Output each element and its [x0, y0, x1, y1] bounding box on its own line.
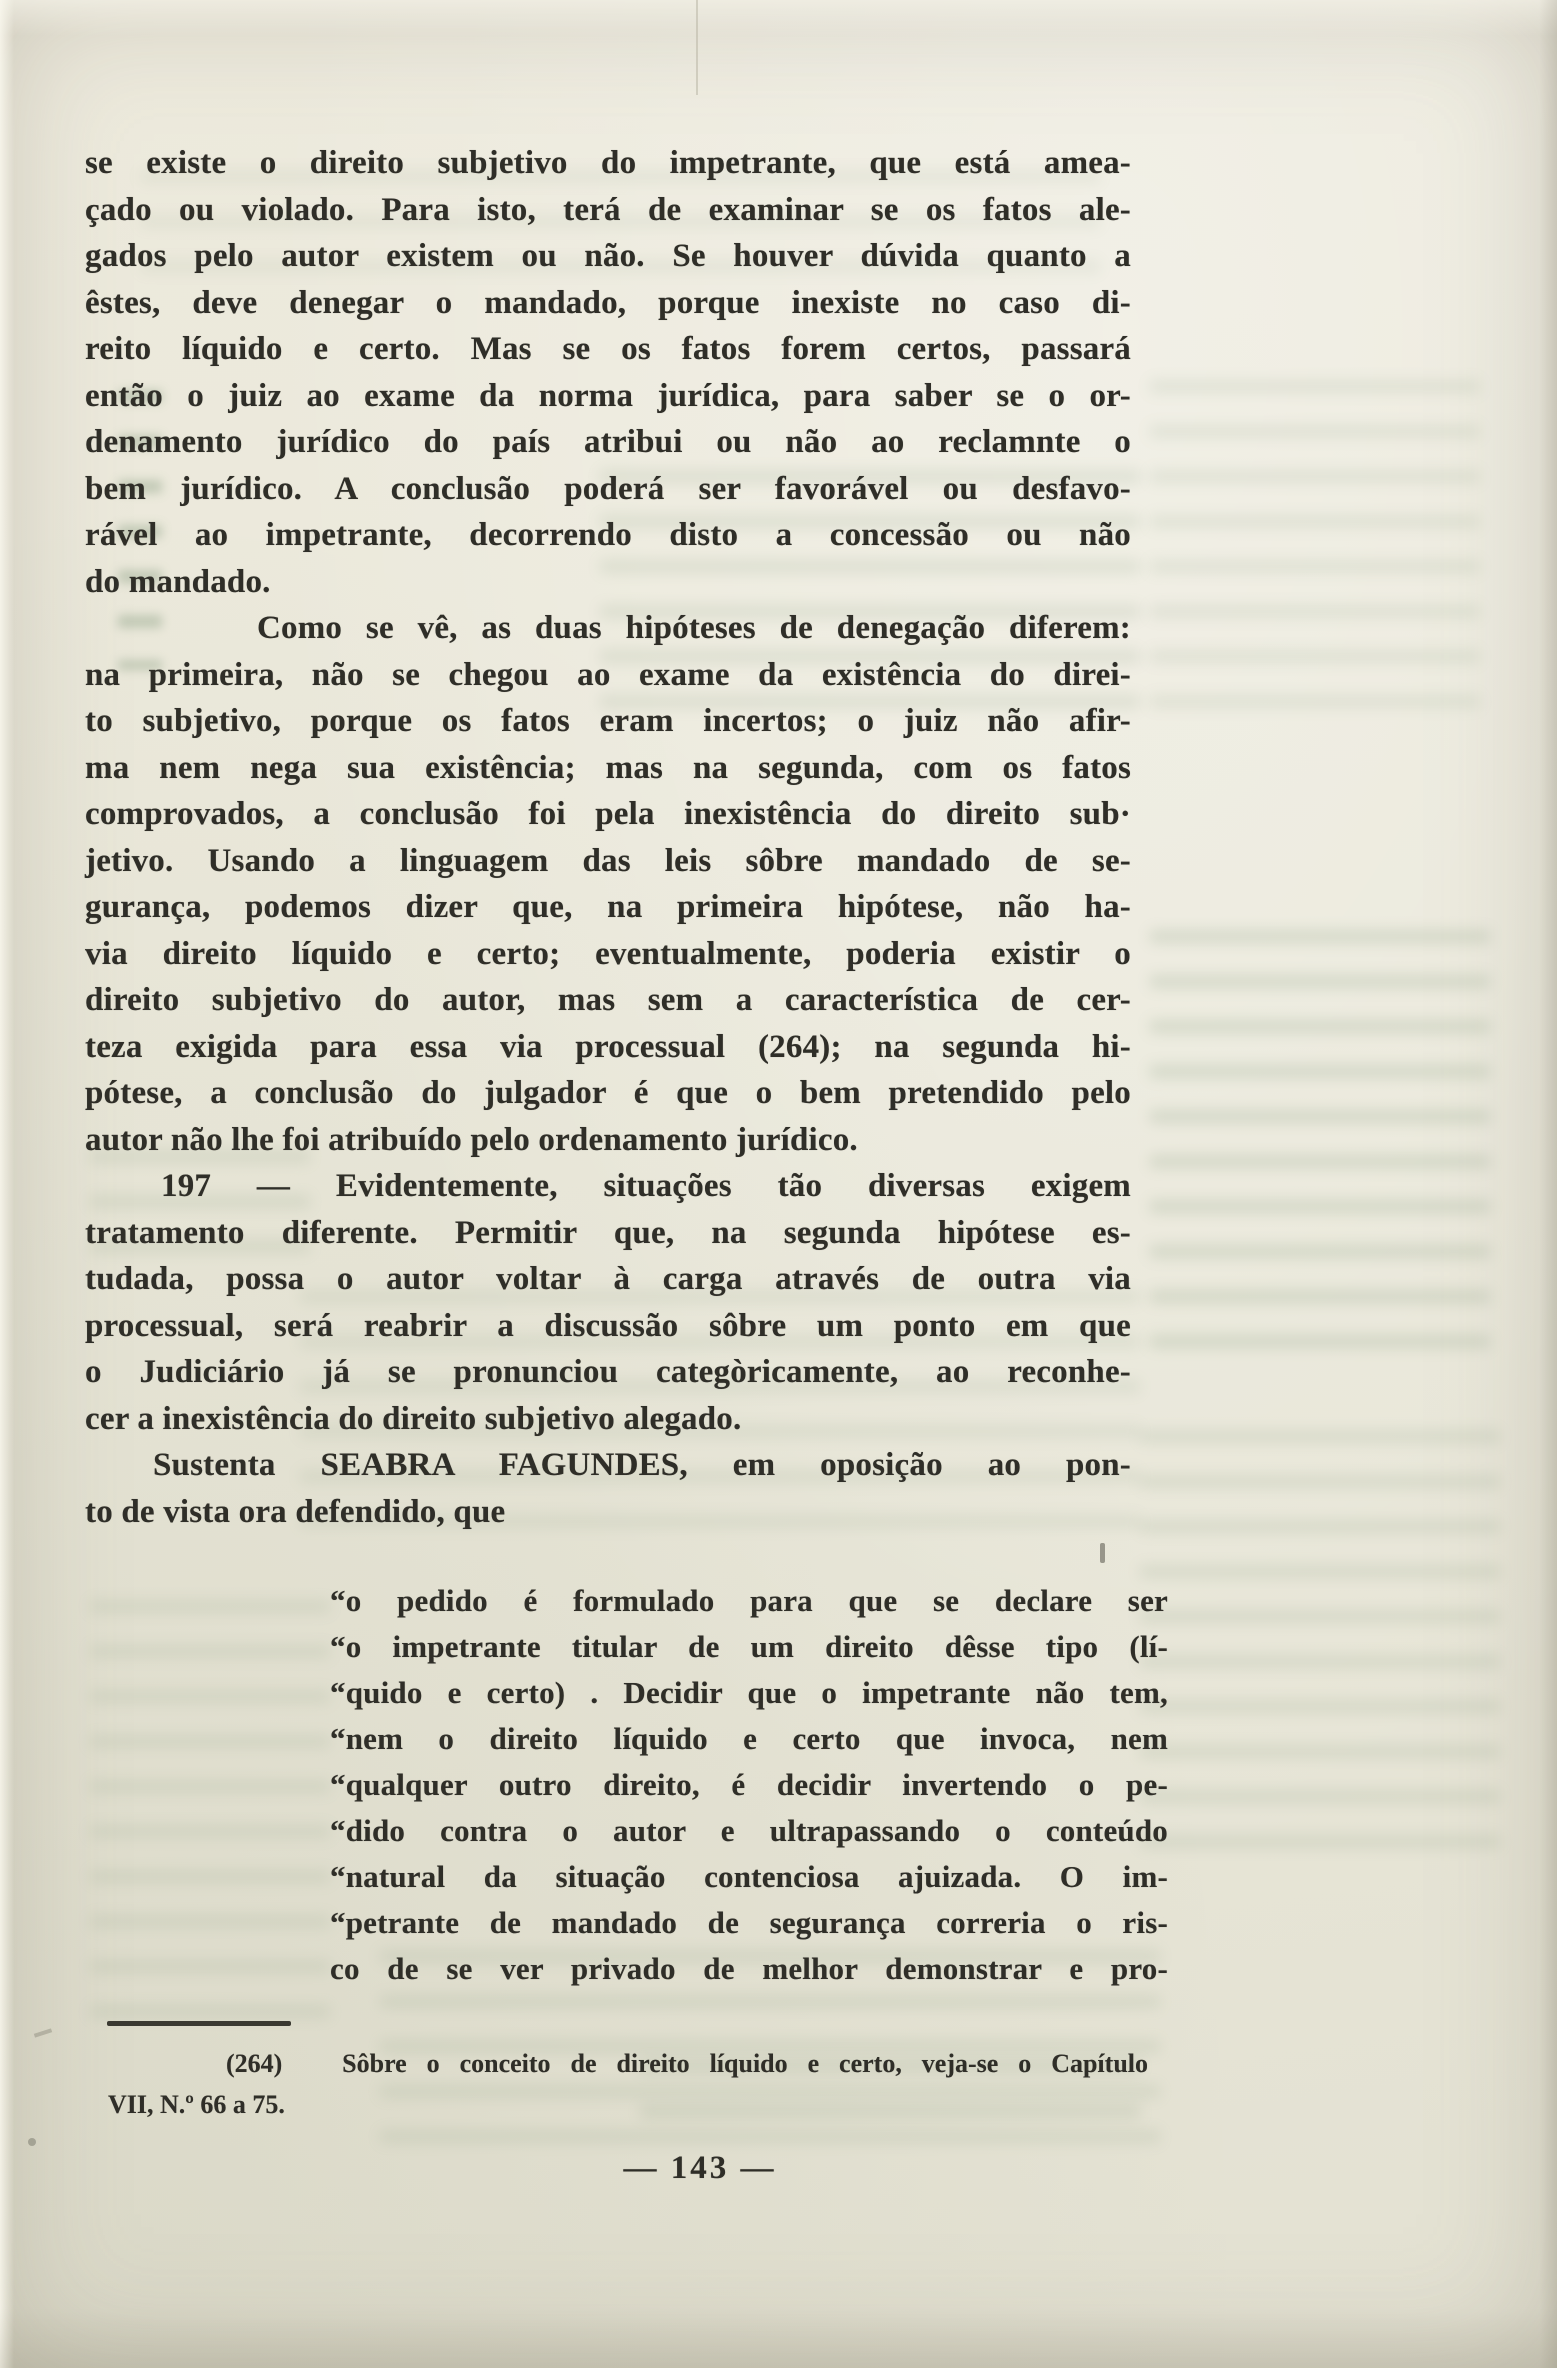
text-line: to subjetivo, porque os fatos eram incertos; o juiz não afir- — [85, 703, 1131, 739]
text-line: çado ou violado. Para isto, terá de examinar se os fatos ale- — [85, 191, 1131, 228]
text-line: Sustenta SEABRA FAGUNDES, em oposição ao pon- — [153, 1447, 1131, 1483]
ink-speck — [1100, 1543, 1105, 1563]
bleed-through-artifact — [1150, 380, 1480, 710]
quote-line: “quido e certo) . Decidir que o impetrante não tem, — [330, 1675, 1168, 1710]
scan-edge-top — [0, 0, 1557, 36]
text-line: jetivo. Usando a linguagem das leis sôbre mandado de se- — [85, 842, 1131, 879]
text-line: gurança, podemos dizer que, na primeira hipótese, não ha- — [85, 889, 1131, 925]
text-line: teza exigida para essa via processual (264); na segunda hi- — [85, 1028, 1131, 1065]
text-line: to de vista ora defendido, que — [85, 1493, 506, 1530]
block-quote — [330, 1578, 1168, 1992]
quote-line: co de se ver privado de melhor demonstrar e pro- — [330, 1951, 1168, 1986]
text-line: tratamento diferente. Permitir que, na segunda hipótese es- — [85, 1214, 1131, 1251]
text-line: rável ao impetrante, decorrendo disto a concessão ou não — [85, 517, 1131, 553]
text-line: então o juiz ao exame da norma jurídica, para saber se o or- — [85, 377, 1131, 414]
text-line: reito líquido e certo. Mas se os fatos forem certos, passará — [85, 331, 1131, 367]
text-line: via direito líquido e certo; eventualmente, poderia existir o — [85, 935, 1131, 972]
text-line: do mandado. — [85, 563, 271, 600]
scan-edge-right — [1539, 0, 1557, 2368]
text-line: cer a inexistência do direito subjetivo alegado. — [85, 1400, 742, 1437]
text-line: 197 — Evidentemente, situações tão diversas exigem — [161, 1168, 1131, 1204]
text-line: pótese, a conclusão do julgador é que o bem pretendido pelo — [85, 1075, 1131, 1111]
ink-speck — [28, 2138, 36, 2146]
paragraph — [85, 605, 1131, 1163]
quote-line: “nem o direito líquido e certo que invoca, nem — [330, 1721, 1168, 1756]
quote-line: “qualquer outro direito, é decidir invertendo o pe- — [330, 1767, 1168, 1802]
quote-line: “petrante de mandado de segurança correria o ris- — [330, 1905, 1168, 1940]
text-line: direito subjetivo do autor, mas sem a característica de cer- — [85, 982, 1131, 1018]
text-line: gados pelo autor existem ou não. Se houver dúvida quanto a — [85, 238, 1131, 274]
footnote-line: (264) Sôbre o conceito de direito líquido e certo, veja-se o Capítulo — [226, 2049, 1148, 2078]
paragraph — [85, 1163, 1131, 1442]
text-line: na primeira, não se chegou ao exame da existência do direi- — [85, 656, 1131, 693]
quote-line: “dido contra o autor e ultrapassando o conteúdo — [330, 1813, 1168, 1848]
text-line: tudada, possa o autor voltar à carga através de outra via — [85, 1261, 1131, 1297]
footnote — [108, 2043, 1148, 2125]
text-line: Como se vê, as duas hipóteses de denegação diferem: — [257, 610, 1131, 646]
ink-speck — [34, 2028, 52, 2037]
quote-line: “o impetrante titular de um direito dêsse tipo (lí- — [330, 1629, 1168, 1664]
quote-line: “o pedido é formulado para que se declare ser — [330, 1583, 1168, 1618]
quote-line: “natural da situação contenciosa ajuizada. O im- — [330, 1859, 1168, 1894]
bleed-through-artifact — [90, 1600, 330, 2020]
text-line: ma nem nega sua existência; mas na segunda, com os fatos — [85, 749, 1131, 786]
scan-edge-left — [0, 0, 14, 2368]
scan-edge-bottom — [0, 2308, 1557, 2368]
paragraph — [85, 1442, 1131, 1535]
text-line: processual, será reabrir a discussão sôbre um ponto em que — [85, 1307, 1131, 1344]
text-line: se existe o direito subjetivo do impetrante, que está amea- — [85, 145, 1131, 181]
text-column — [85, 140, 1131, 1535]
bleed-through-artifact — [1150, 930, 1490, 1350]
paragraph — [85, 140, 1131, 605]
footnote-line: VII, N.º 66 a 75. — [108, 2090, 285, 2119]
page-number: — 143 — — [623, 2150, 777, 2186]
footnote-separator-rule — [107, 2021, 291, 2026]
text-line: êstes, deve denegar o mandado, porque inexiste no caso di- — [85, 284, 1131, 321]
bleed-through-artifact — [1140, 1430, 1500, 1850]
text-line: autor não lhe foi atribuído pelo ordenamento jurídico. — [85, 1121, 858, 1158]
text-line: o Judiciário já se pronunciou categòricamente, ao reconhe- — [85, 1354, 1131, 1390]
text-line: denamento jurídico do país atribui ou não ao reclamnte o — [85, 424, 1131, 460]
scan-fold-line — [696, 0, 698, 95]
text-line: comprovados, a conclusão foi pela inexistência do direito sub· — [85, 796, 1131, 832]
text-line: bem jurídico. A conclusão poderá ser favorável ou desfavo- — [85, 470, 1131, 507]
